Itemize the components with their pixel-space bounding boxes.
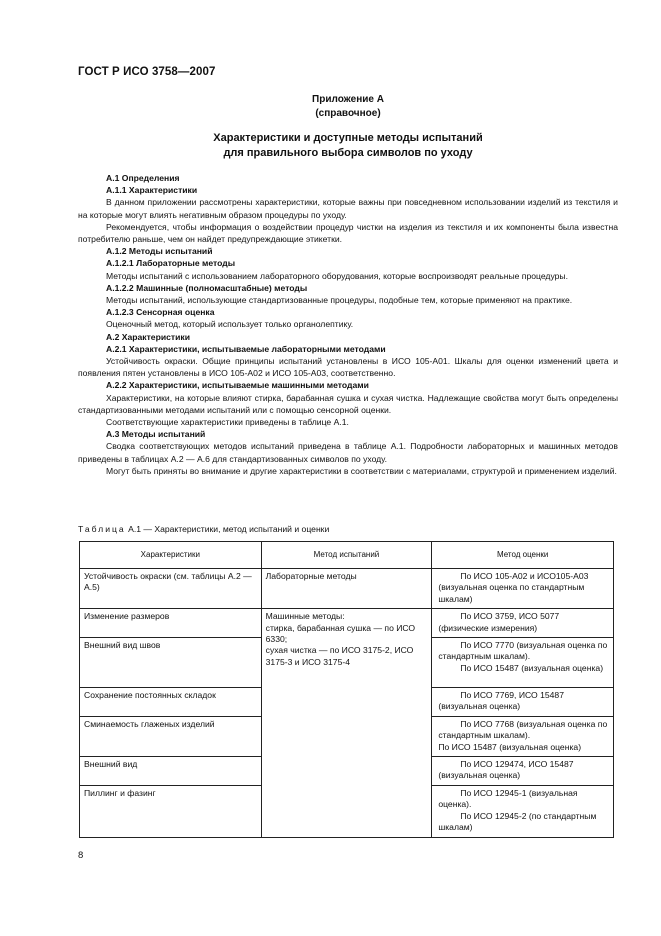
column-header-test-method: Метод испытаний (261, 542, 432, 569)
column-header-evaluation-method: Метод оценки (432, 542, 614, 569)
heading-a1: А.1 Определения (106, 173, 180, 183)
cell-evaluation (432, 638, 614, 688)
cell-test-method: Лабораторные методы (261, 569, 432, 609)
cell-evaluation (432, 569, 614, 609)
heading-a2: А.2 Характеристики (106, 331, 190, 342)
paragraph-a11-1: В данном приложении рассмотрены характеристики, которые важны при повседневном использовании изделий из текстиля и на которые могут влиять негативным образом процедуры по уходу. (78, 197, 618, 220)
paragraph-a3-2: Могут быть приняты во внимание и другие характеристики в соответствии с материалами, структурой и применением изделий. (106, 465, 617, 476)
heading-a22: А.2.2 Характеристики, испытываемые машинными методами (106, 380, 369, 391)
heading-a21: А.2.1 Характеристики, испытываемые лабораторными методами (106, 343, 386, 354)
evaluation-text: По ИСО 7770 (визуальная оценка по стандартным шкалам). (438, 640, 608, 662)
paragraph-a11-2: Рекомендуется, чтобы информация о воздействии процедур чистки на изделия из текстиля и их компоненты была известна потребителю раньше, чем он найдет предупреждающие этикетки. (78, 221, 618, 245)
evaluation-text: По ИСО 7768 (визуальная оценка по стандартным шкалам). (438, 718, 608, 741)
machine-methods-dry-cleaning: сухая чистка — по ИСО 3175-2, ИСО 3175-3 и ИСО 3175-4 (265, 645, 414, 667)
table-caption-word: Таблица (78, 524, 126, 534)
cell-evaluation (432, 609, 614, 638)
heading-a122: А.1.2.2 Машинные (полномасштабные) методы (106, 282, 308, 293)
paragraph-a22-2: Соответствующие характеристики приведены в таблице А.1. (106, 417, 349, 428)
cell-characteristic: Сминаемость глаженых изделий (80, 716, 262, 756)
main-title-line-2: для правильного выбора символов по уходу (223, 147, 473, 159)
table-caption-text: А.1 — Характеристики, метод испытаний и оценки (125, 524, 330, 534)
cell-characteristic: Сохранение постоянных складок (80, 688, 262, 717)
heading-a121: А.1.2.1 Лабораторные методы (106, 258, 236, 269)
table-header-row (80, 542, 614, 569)
evaluation-text: По ИСО 15487 (визуальная оценка) (460, 662, 604, 673)
cell-evaluation (432, 785, 614, 837)
paragraph-a3-1: Сводка соответствующих методов испытаний приведена в таблице А.1. Подробности лабораторных и машинных методов приведены в таблицах А.2 — А.6 для стандартизованных символов по уходу. (78, 441, 618, 464)
table-row (80, 609, 614, 638)
cell-characteristic: Устойчивость окраски (см. таблицы А.2 — А.5) (80, 569, 262, 609)
paragraph-a123: Оценочный метод, который использует только органолептику. (106, 319, 354, 330)
cell-evaluation (432, 716, 614, 756)
body-text (78, 172, 618, 477)
table-row (80, 569, 614, 609)
evaluation-text: По ИСО 7769, ИСО 15487 (визуальная оценка) (438, 690, 564, 712)
main-title-line-1: Характеристики и доступные методы испытаний (213, 132, 483, 144)
paragraph-a121: Методы испытаний с использованием лабораторного оборудования, которые воспроизводят реальные процедуры. (106, 270, 568, 281)
cell-machine-methods (261, 609, 432, 837)
evaluation-text: По ИСО 12945-1 (визуальная оценка). (438, 787, 578, 810)
column-header-characteristics: Характеристики (80, 542, 262, 569)
cell-characteristic: Внешний вид швов (80, 638, 262, 688)
machine-methods-washing: стирка, барабанная сушка — по ИСО 6330; (265, 622, 416, 645)
paragraph-a21: Устойчивость окраски. Общие принципы испытаний установлены в ИСО 105-А01. Шкалы для оценки изменений цвета и появления пятен установлены в ИСО 105-А02 и ИСО 105-А03, соответственно. (78, 356, 618, 379)
evaluation-text: По ИСО 12945-2 (по стандартным шкалам) (438, 810, 597, 833)
paragraph-a122: Методы испытаний, использующие стандартизованные процедуры, подобные тем, которые применяют на практике. (106, 295, 573, 306)
heading-a3: А.3 Методы испытаний (106, 429, 206, 440)
evaluation-text: По ИСО 15487 (визуальная оценка) (438, 741, 582, 752)
evaluation-text: По ИСО 3759, ИСО 5077 (физические измерения) (438, 611, 560, 633)
evaluation-text: По ИСО 129474, ИСО 15487 (визуальная оценка) (438, 759, 574, 781)
cell-evaluation (432, 688, 614, 717)
document-header: ГОСТ Р ИСО 3758—2007 (78, 66, 216, 78)
cell-evaluation (432, 757, 614, 786)
characteristics-table (79, 541, 614, 838)
machine-methods-title: Машинные методы: (265, 611, 345, 622)
table-caption (78, 524, 329, 534)
evaluation-text: По ИСО 105-А02 и ИСО105-А03 (визуальная оценка по стандартным шкалам) (438, 571, 589, 604)
heading-a123: А.1.2.3 Сенсорная оценка (106, 307, 215, 318)
cell-characteristic: Пиллинг и фазинг (80, 785, 262, 837)
annex-title: Приложение А (312, 94, 384, 105)
page-number: 8 (78, 850, 84, 861)
cell-characteristic: Изменение размеров (80, 609, 262, 638)
heading-a12: А.1.2 Методы испытаний (106, 246, 213, 257)
cell-characteristic: Внешний вид (80, 757, 262, 786)
annex-kind: (справочное) (315, 108, 381, 119)
paragraph-a22-1: Характеристики, на которые влияют стирка, барабанная сушка и сухая чистка. Надлежащие свойства могут быть определены стандартизованными методами испытаний или с помощью сенсорной оценки. (78, 392, 618, 415)
heading-a11: А.1.1 Характеристики (106, 185, 198, 196)
